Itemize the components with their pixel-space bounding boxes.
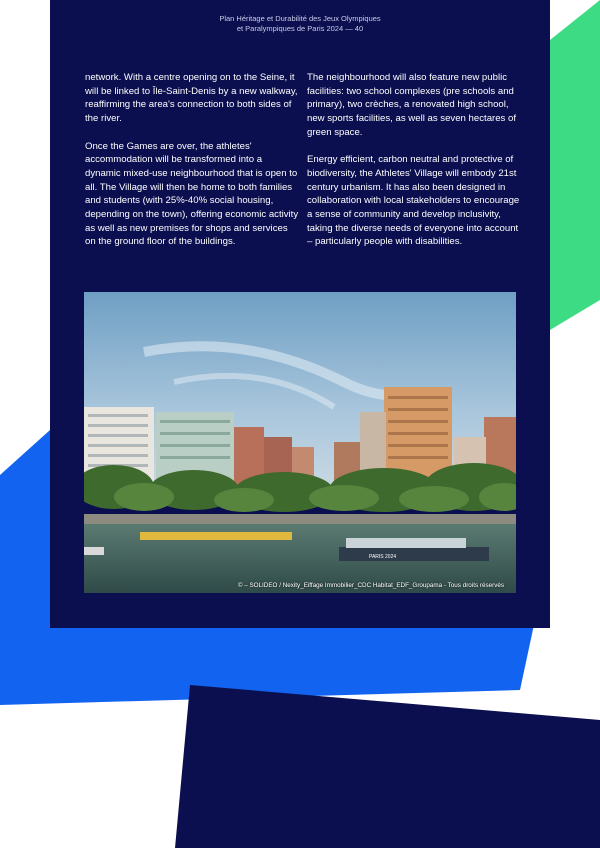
right-paragraph-2: Energy efficient, carbon neutral and protective of biodiversity, the Athletes' Village will embody 21st century urbanism. It has also been designed in collaboration with local stakeholders to encourage a sense of community and develop inclusivity, taking the diverse needs of everyone into account – particularly people with disabilities.: [307, 154, 520, 248]
page-header: [50, 14, 550, 34]
floating-deck: [140, 532, 292, 540]
right-paragraph-1: The neighbourhood will also feature new public facilities: two school complexes (pre schools and primary), two crèches, a renovated high school, new sports facilities, as well as seven hectares of green space.: [307, 72, 517, 138]
left-paragraph-1: network. With a centre opening on to the Seine, it will be linked to Île-Saint-Denis by a new walkway, reaffirming the area's connection to both sides of the river.: [85, 72, 298, 125]
header-line-1: Plan Héritage et Durabilité des Jeux Olympiques: [219, 14, 381, 23]
header-line-2: et Paralympiques de Paris 2024 — 40: [236, 24, 364, 33]
left-paragraph-2: Once the Games are over, the athletes' accommodation will be transformed into a dynamic mixed-use neighbourhood that is open to all. The Village will then be home to both families and students (with 25%-40% social housing, depending on the town), offering economic activity as well as new premises for shops and services on the ground floor of the buildings.: [85, 140, 299, 248]
photo-credit: © – SOLIDEO / Nexity_Eiffage Immobilier_CDC Habitat_EDF_Groupama - Tous droits réservés: [237, 582, 504, 589]
boat-label: PARIS 2024: [369, 554, 397, 560]
left-column: [85, 71, 300, 263]
navy-shape: [175, 685, 600, 848]
green-shape: [550, 0, 600, 330]
photo-illustration: [84, 292, 516, 593]
athletes-village-photo: [84, 292, 516, 593]
right-column: [307, 71, 522, 263]
quay: [84, 514, 516, 524]
content-panel: [50, 0, 550, 628]
